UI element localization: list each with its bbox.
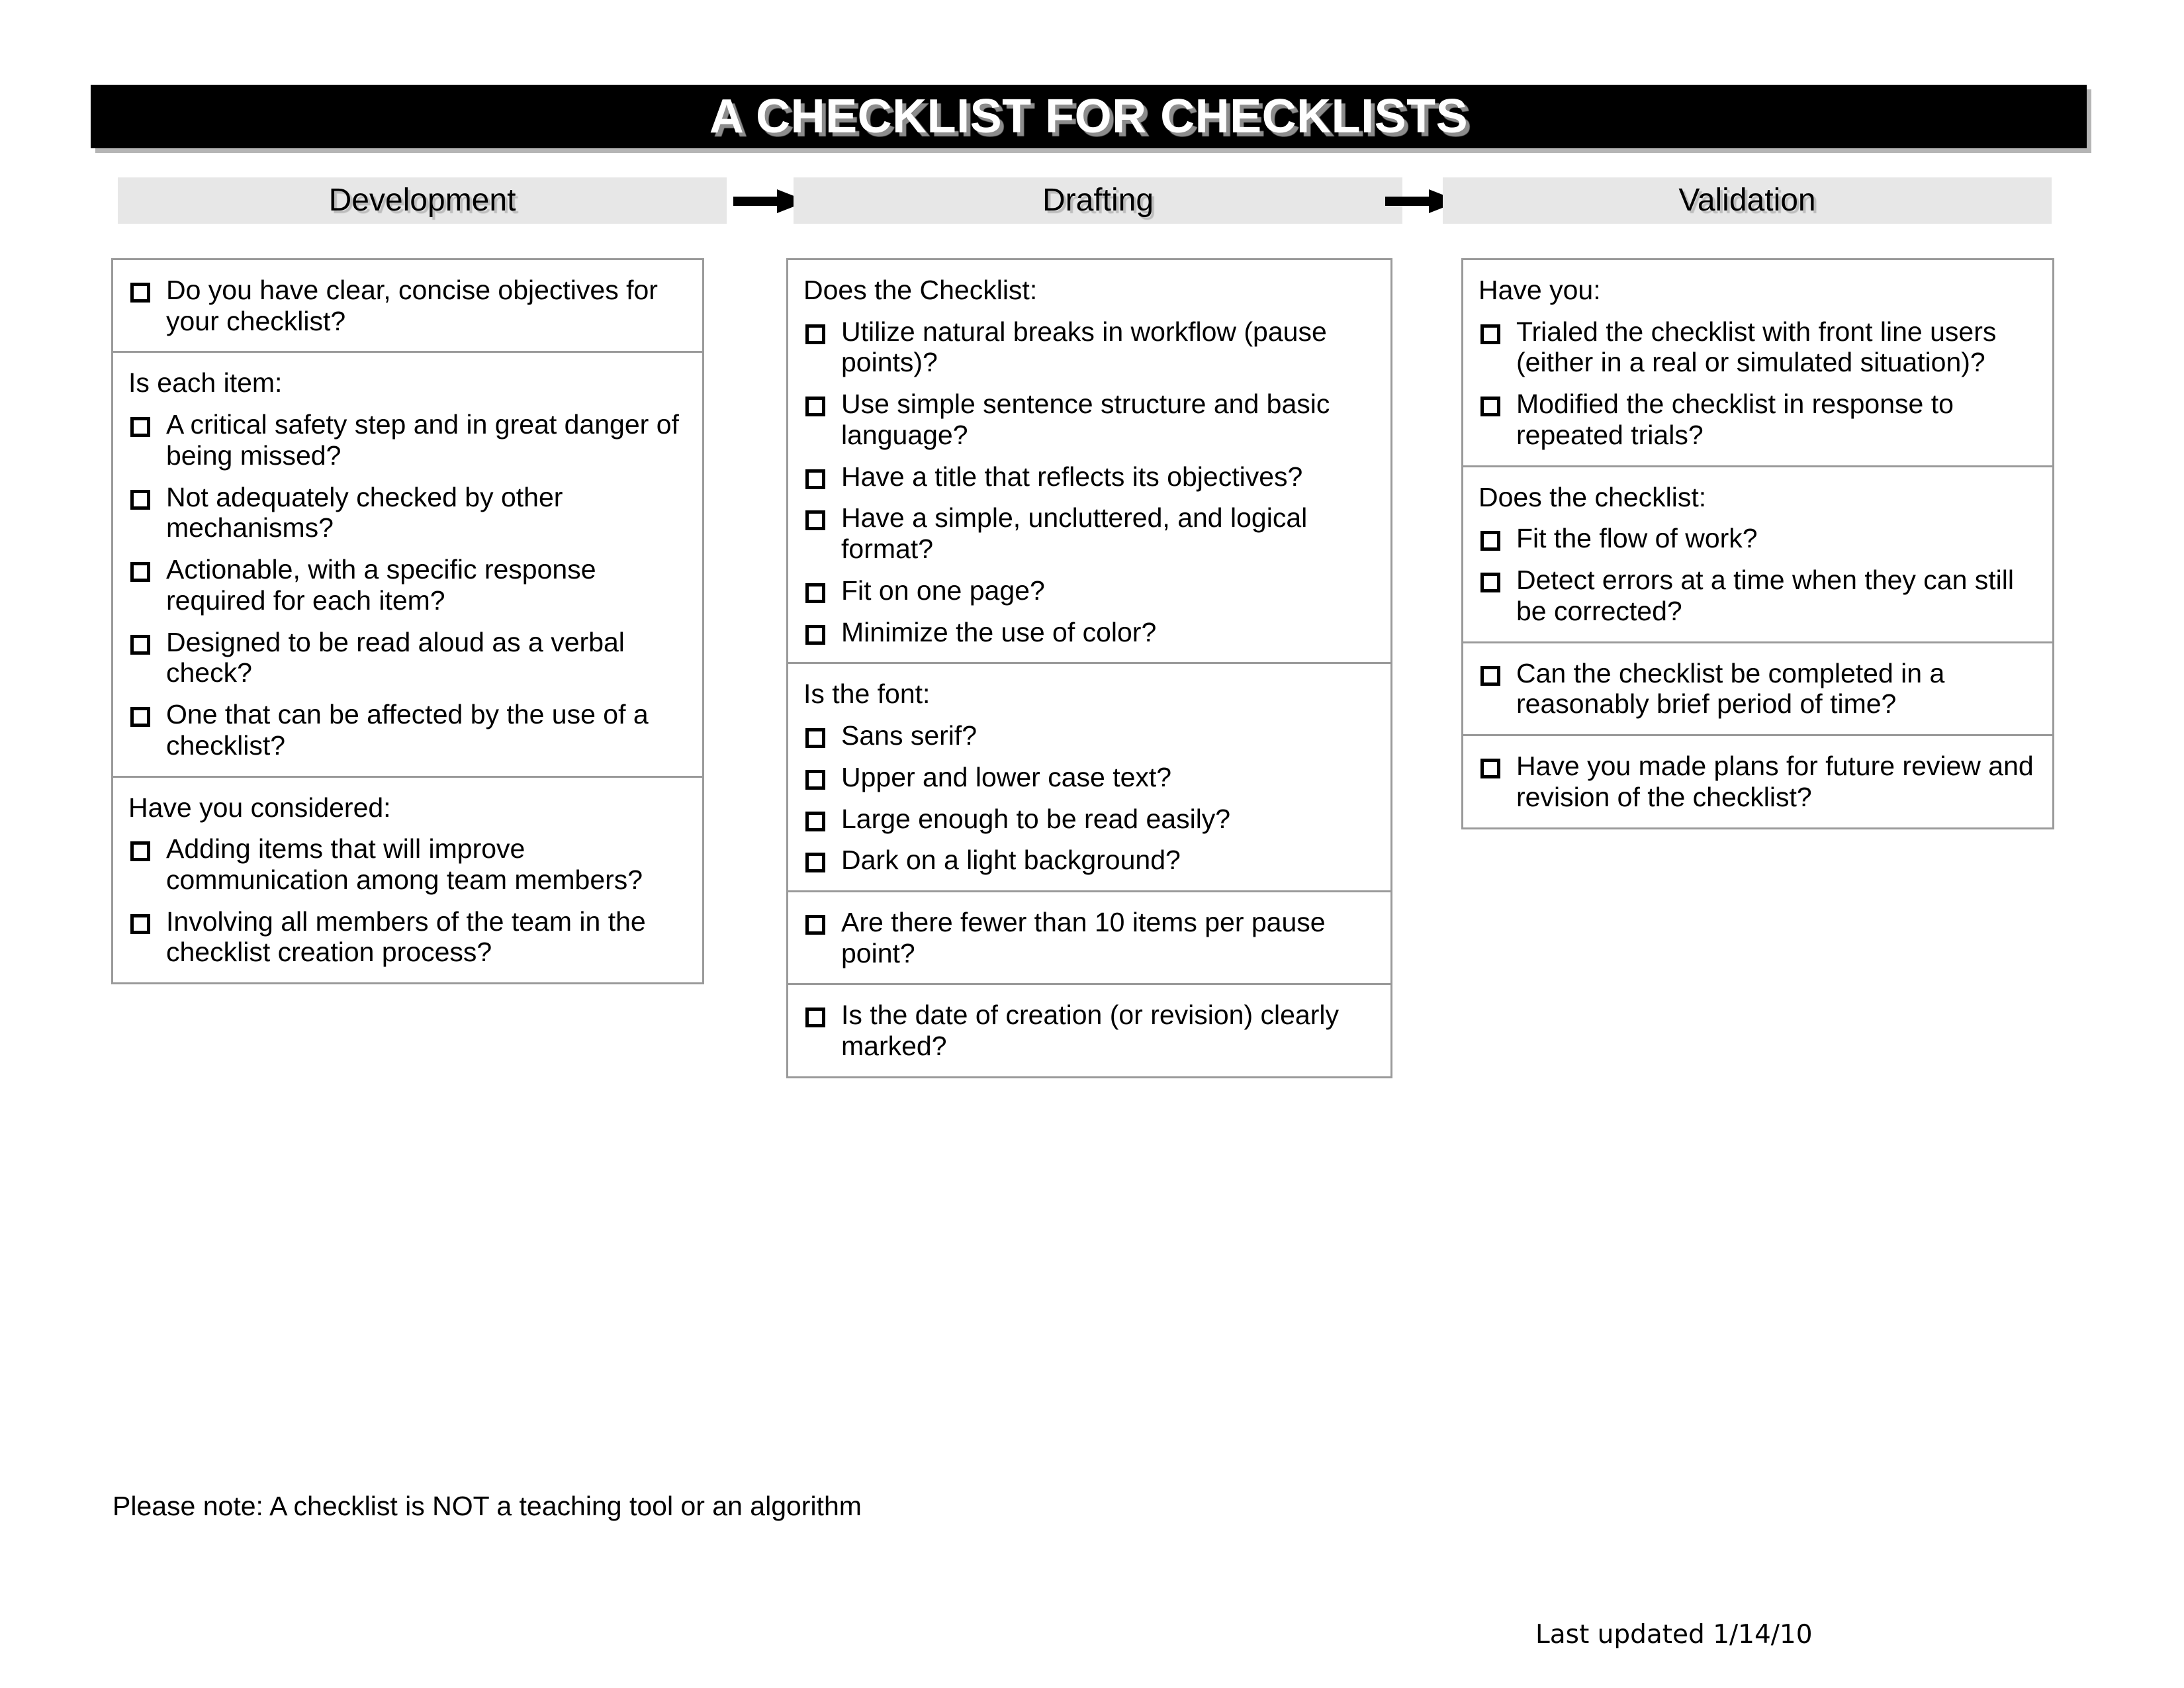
page-title: A CHECKLIST FOR CHECKLISTS — [709, 90, 1469, 143]
checkbox-icon[interactable] — [130, 562, 150, 582]
checklist-item-list — [1477, 751, 2040, 812]
checklist-item-label: Involving all members of the team in the checklist creation process? — [166, 906, 646, 968]
checklist-column-development — [111, 258, 704, 984]
checkbox-icon[interactable] — [805, 324, 825, 344]
checkbox-icon[interactable] — [1480, 397, 1500, 416]
checkbox-icon[interactable] — [130, 417, 150, 437]
checklist-column-validation — [1461, 258, 2054, 829]
checklist-item[interactable] — [801, 762, 1379, 793]
checkbox-icon[interactable] — [1480, 573, 1500, 592]
checklist-item-label: Adding items that will improve communication among team members? — [166, 833, 643, 896]
phase-header-row — [118, 177, 2052, 224]
checklist-item[interactable] — [126, 275, 690, 336]
checklist-item-label: Do you have clear, concise objectives for your checklist? — [166, 275, 658, 336]
checklist-group — [111, 351, 704, 775]
checklist-column-drafting — [786, 258, 1392, 1078]
phase-label-drafting: Drafting — [1042, 183, 1154, 218]
checkbox-icon[interactable] — [130, 283, 150, 303]
checklist-item-label: Fit on one page? — [841, 575, 1045, 606]
checkbox-icon[interactable] — [130, 707, 150, 727]
checklist-item[interactable] — [1477, 565, 2040, 626]
checkbox-icon[interactable] — [805, 728, 825, 748]
phase-band-validation — [1443, 177, 2052, 224]
checkbox-icon[interactable] — [805, 915, 825, 935]
checklist-item-label: Have a simple, uncluttered, and logical format? — [841, 502, 1308, 565]
checklist-item-list — [1477, 523, 2040, 626]
checklist-group — [786, 983, 1392, 1078]
checklist-item[interactable] — [1477, 658, 2040, 720]
checkbox-icon[interactable] — [130, 914, 150, 934]
checklist-item[interactable] — [801, 461, 1379, 492]
checkbox-icon[interactable] — [1480, 531, 1500, 551]
checklist-item-label: Fit the flow of work? — [1516, 523, 1758, 554]
checklist-group — [1461, 734, 2054, 829]
checklist-item-label: Detect errors at a time when they can still be corrected? — [1516, 565, 2014, 626]
checklist-item-list — [126, 833, 690, 968]
checklist-item[interactable] — [801, 575, 1379, 606]
checklist-item[interactable] — [126, 409, 690, 471]
checkbox-icon[interactable] — [805, 625, 825, 645]
checkbox-icon[interactable] — [1480, 666, 1500, 686]
checklist-group-heading: Have you: — [1479, 275, 1601, 305]
checklist-group — [786, 662, 1392, 890]
checklist-item[interactable] — [801, 389, 1379, 450]
checkbox-icon[interactable] — [805, 583, 825, 603]
checklist-group-heading: Does the Checklist: — [803, 275, 1038, 305]
checklist-item[interactable] — [801, 617, 1379, 648]
checklist-item-list — [1477, 658, 2040, 720]
checklist-group — [1461, 258, 2054, 465]
checklist-group-heading: Is each item: — [128, 367, 283, 399]
checklist-item[interactable] — [1477, 523, 2040, 554]
checkbox-icon[interactable] — [805, 853, 825, 872]
checklist-item-label: A critical safety step and in great danger of being missed? — [166, 409, 679, 471]
checkbox-icon[interactable] — [805, 1008, 825, 1027]
checklist-group-heading: Does the checklist: — [1479, 481, 1707, 512]
checklist-item[interactable] — [801, 720, 1379, 751]
checklist-group — [786, 890, 1392, 983]
checklist-item-label: Have a title that reflects its objectives? — [841, 461, 1303, 492]
checkbox-icon[interactable] — [130, 635, 150, 655]
checklist-item-list — [801, 316, 1379, 648]
checklist-item-label: Use simple sentence structure and basic language? — [841, 389, 1330, 450]
checkbox-icon[interactable] — [805, 397, 825, 416]
checklist-item-label: Upper and lower case text? — [841, 761, 1172, 792]
checklist-item-label: Is the date of creation (or revision) clearly marked? — [841, 1000, 1339, 1062]
checklist-item[interactable] — [126, 482, 690, 543]
checklist-group — [111, 258, 704, 351]
checklist-item[interactable] — [801, 907, 1379, 968]
checkbox-icon[interactable] — [805, 510, 825, 530]
checklist-item-list — [126, 275, 690, 336]
checkbox-icon[interactable] — [1480, 759, 1500, 778]
checklist-item-list — [126, 409, 690, 761]
checklist-item-list — [801, 1000, 1379, 1061]
checklist-item-label: Designed to be read aloud as a verbal check? — [166, 626, 625, 688]
checklist-item-label: Large enough to be read easily? — [841, 803, 1231, 834]
checklist-item[interactable] — [1477, 751, 2040, 812]
checklist-item[interactable] — [801, 1000, 1379, 1061]
checklist-group — [111, 776, 704, 985]
checklist-group — [1461, 465, 2054, 641]
checklist-item-label: Have you made plans for future review and revision of the checklist? — [1516, 751, 2034, 812]
checklist-item-label: Dark on a light background? — [841, 845, 1181, 876]
checkbox-icon[interactable] — [130, 841, 150, 861]
checklist-item[interactable] — [126, 554, 690, 616]
checklist-item-label: Sans serif? — [841, 720, 978, 751]
checkbox-icon[interactable] — [805, 812, 825, 831]
last-updated-label: Last updated 1/14/10 — [1535, 1620, 1813, 1650]
checklist-group — [786, 258, 1392, 662]
checkbox-icon[interactable] — [1480, 324, 1500, 344]
checklist-item-label: Minimize the use of color? — [841, 616, 1157, 647]
checklist-item[interactable] — [1477, 389, 2040, 450]
checklist-item[interactable] — [1477, 316, 2040, 378]
checklist-item-label: Utilize natural breaks in workflow (pause points)? — [841, 316, 1327, 378]
checklist-item[interactable] — [801, 845, 1379, 876]
checklist-item-label: One that can be affected by the use of a checklist? — [166, 699, 649, 761]
checklist-item-label: Can the checklist be completed in a reasonably brief period of time? — [1516, 657, 1945, 720]
checklist-item-label: Are there fewer than 10 items per pause point? — [841, 907, 1326, 968]
checklist-item[interactable] — [126, 906, 690, 968]
checklist-item-label: Actionable, with a specific response required for each item? — [166, 554, 596, 616]
footer-note: Please note: A checklist is NOT a teaching tool or an algorithm — [113, 1491, 862, 1521]
checklist-item[interactable] — [126, 699, 690, 761]
checklist-item[interactable] — [126, 627, 690, 688]
checkbox-icon[interactable] — [805, 469, 825, 489]
checkbox-icon[interactable] — [805, 770, 825, 790]
checklist-item-list — [1477, 316, 2040, 451]
checklist-group — [1461, 641, 2054, 734]
checklist-item[interactable] — [801, 804, 1379, 835]
title-banner — [91, 85, 2087, 148]
checklist-item-label: Not adequately checked by other mechanisms? — [166, 481, 563, 543]
checklist-item[interactable] — [801, 502, 1379, 564]
phase-label-development: Development — [328, 183, 516, 218]
checklist-item-list — [801, 720, 1379, 876]
checklist-item[interactable] — [801, 316, 1379, 378]
checklist-item-label: Trialed the checklist with front line users (either in a real or simulated situation)? — [1516, 316, 1997, 378]
phase-band-development — [118, 177, 727, 224]
checklist-item-list — [801, 907, 1379, 968]
checklist-item[interactable] — [126, 833, 690, 895]
phase-band-drafting — [794, 177, 1402, 224]
checklist-group-heading: Is the font: — [803, 679, 931, 710]
checklist-group-heading: Have you considered: — [128, 792, 391, 823]
checkbox-icon[interactable] — [130, 490, 150, 510]
checklist-item-label: Modified the checklist in response to repeated trials? — [1516, 389, 1954, 450]
phase-label-validation: Validation — [1678, 183, 1816, 218]
